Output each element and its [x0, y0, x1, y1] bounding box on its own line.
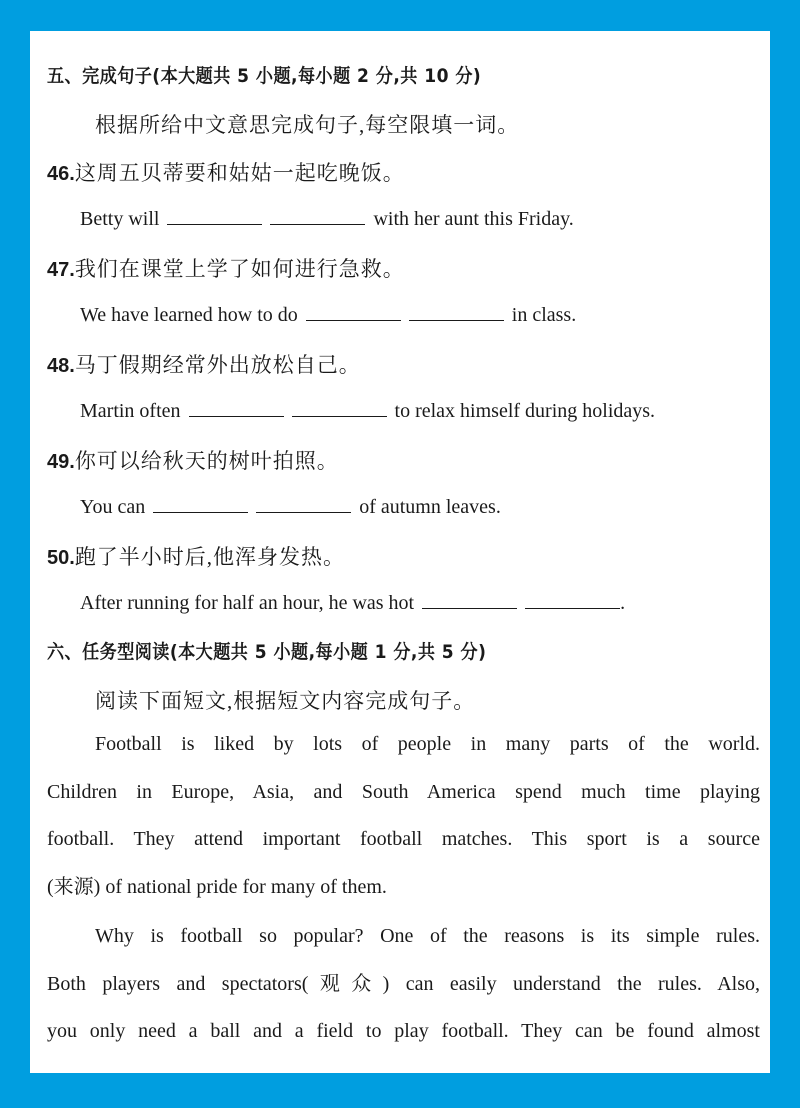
worksheet-page [30, 31, 770, 1073]
question-prompt: 这周五贝蒂要和姑姑一起吃晚饭。 [74, 161, 405, 185]
sentence-before: Betty will [80, 208, 160, 230]
paragraph-line: Children in Europe, Asia, and South America spend much time playing [47, 780, 760, 803]
answer-blank-2[interactable] [270, 206, 365, 225]
question-prompt: 我们在课堂上学了如何进行急救。 [74, 257, 405, 281]
sentence-before: We have learned how to do [80, 304, 298, 326]
sentence-after: in class. [511, 304, 577, 326]
answer-blank-2[interactable] [256, 494, 351, 513]
section-5-heading: 五、完成句子(本大题共 5 小题,每小题 2 分,共 10 分) [47, 65, 482, 87]
section-6-instruction: 阅读下面短文,根据短文内容完成句子。 [95, 689, 476, 713]
paragraph-line: football. They attend important football matches. This sport is a source [47, 828, 760, 850]
paragraph-line: you only need a ball and a field to play football. They can be found almost [47, 1020, 760, 1042]
question-47-sentence [80, 302, 770, 327]
sentence-after: . [620, 592, 626, 614]
section-5-instruction: 根据所给中文意思完成句子,每空限填一词。 [95, 113, 520, 137]
sentence-after: of autumn leaves. [359, 496, 501, 518]
question-49-sentence [80, 494, 770, 519]
answer-blank-2[interactable] [292, 398, 387, 417]
answer-blank-1[interactable] [189, 398, 284, 417]
question-47-chinese [47, 253, 770, 283]
question-50-chinese [47, 541, 770, 571]
question-number: 50. [47, 547, 75, 569]
answer-blank-1[interactable] [306, 302, 401, 321]
paragraph-line: Both players and spectators(观众) can easily understand the rules. Also, [47, 972, 760, 995]
answer-blank-1[interactable] [167, 206, 262, 225]
question-prompt: 你可以给秋天的树叶拍照。 [74, 449, 339, 473]
sentence-after: with her aunt this Friday. [373, 208, 574, 230]
answer-blank-1[interactable] [153, 494, 248, 513]
question-number: 46. [47, 163, 75, 185]
question-46-sentence [80, 206, 770, 231]
question-prompt: 马丁假期经常外出放松自己。 [74, 353, 361, 377]
paragraph-line: Why is football so popular? One of the reasons is its simple rules. [95, 925, 760, 947]
sentence-before: After running for half an hour, he was hot [80, 592, 415, 614]
question-46-chinese [47, 157, 770, 187]
reading-paragraph-2 [47, 913, 760, 1056]
question-number: 47. [47, 259, 75, 281]
sentence-after: to relax himself during holidays. [394, 400, 656, 422]
answer-blank-2[interactable] [409, 302, 504, 321]
answer-blank-1[interactable] [422, 590, 517, 609]
answer-blank-2[interactable] [525, 590, 620, 609]
reading-paragraph-1 [47, 721, 760, 911]
question-48-sentence [80, 398, 770, 423]
section-6-heading: 六、任务型阅读(本大题共 5 小题,每小题 1 分,共 5 分) [47, 641, 487, 663]
sentence-before: Martin often [80, 400, 181, 422]
question-prompt: 跑了半小时后,他浑身发热。 [74, 545, 346, 569]
question-49-chinese [47, 445, 770, 475]
question-number: 48. [47, 355, 75, 377]
paragraph-line: Football is liked by lots of people in many parts of the world. [95, 733, 760, 755]
question-48-chinese [47, 349, 770, 379]
question-50-sentence [80, 590, 770, 615]
question-number: 49. [47, 451, 75, 473]
sentence-before: You can [80, 496, 146, 518]
paragraph-line: (来源) of national pride for many of them. [47, 875, 387, 898]
